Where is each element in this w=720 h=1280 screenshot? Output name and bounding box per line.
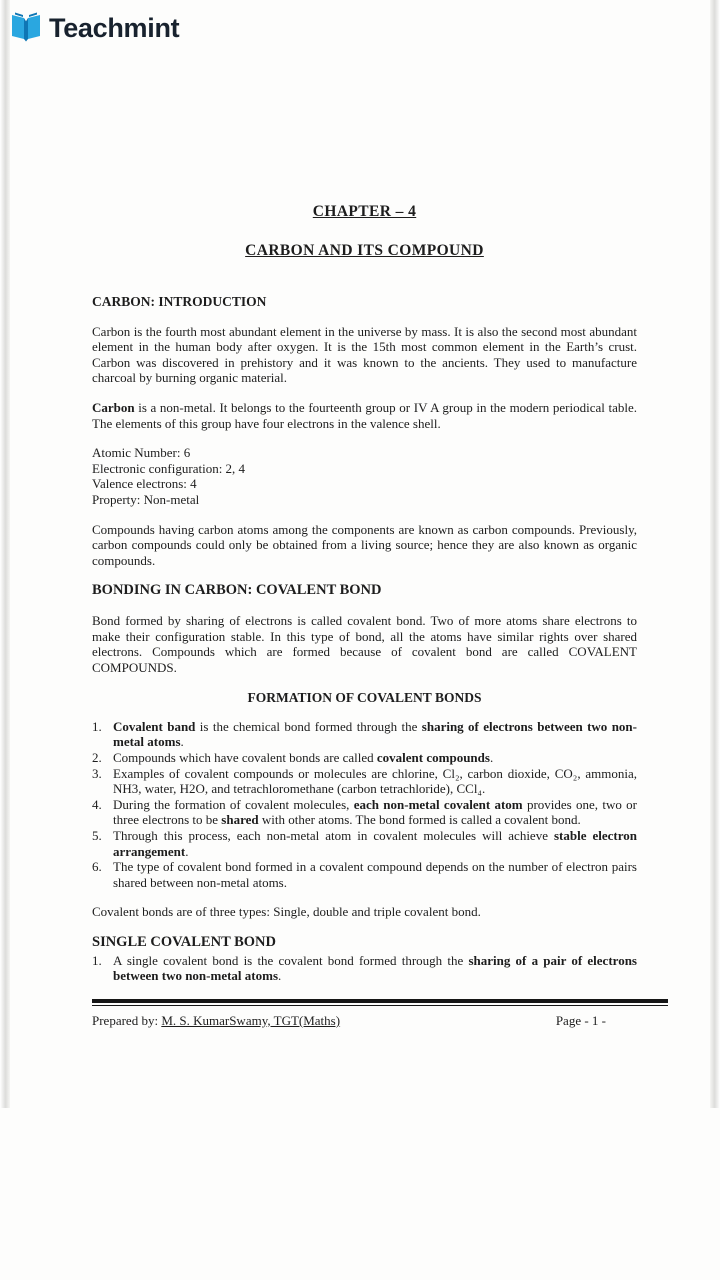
section-heading-carbon-introduction: CARBON: INTRODUCTION (92, 294, 267, 309)
carbon-properties-list (92, 445, 637, 507)
footer-prepared-label: Prepared by: (92, 1012, 162, 1028)
paragraph-carbon-compounds: Compounds having carbon atoms among the components are known as carbon compounds. Previously, carbon compounds could only be obtained from a living source; hence they are also known as organic compounds. (92, 521, 637, 568)
spec-valence-electrons: Valence electrons: 4 (92, 476, 197, 492)
app-header (10, 12, 179, 42)
footer-author-name: M. S. KumarSwamy, TGT(Maths) (161, 1012, 341, 1028)
single-covalent-list (92, 953, 637, 984)
teachmint-logo-icon (10, 12, 42, 42)
paragraph-carbon-intro: Carbon is the fourth most abundant element in the universe by mass. It is also the second most abundant element in the human body after oxygen. It is the 15th most common element in the Earth’s crust. Carbon was discovered in prehistory and it was known to the ancients. They used to manufacture charcoal by burning organic material. (92, 323, 637, 386)
chapter-subtitle: CARBON AND ITS COMPOUND (245, 242, 484, 259)
page-footer (92, 1013, 668, 1029)
list-item-text: The type of covalent bond formed in a covalent compound depends on the number of electron pairs shared between non-metal atoms. (113, 859, 637, 890)
spec-electronic-configuration: Electronic configuration: 2, 4 (92, 460, 246, 476)
footer-rule (92, 999, 668, 1006)
formation-numbered-list (92, 719, 637, 891)
list-item-number: 2. (92, 750, 102, 766)
page-edge-left (0, 0, 10, 1108)
spec-property: Property: Non-metal (92, 491, 200, 507)
paragraph-carbon-nonmetal: Carbon is a non-metal. It belongs to the fourteenth group or IV A group in the modern periodical table. The elements of this group have four electrons in the valence shell. (92, 399, 637, 431)
paragraph-covalent-bond: Bond formed by sharing of electrons is called covalent bond. Two of more atoms share electrons to make their configuration stable. In this type of bond, all the atoms have similar rights over shared electrons. Compounds which are formed because of covalent bond are called COVALENT COMPOUNDS. (92, 612, 637, 675)
list-item-number: 3. (92, 765, 102, 781)
brand-name: Teachmint (49, 12, 180, 43)
list-item (92, 797, 637, 828)
list-item-text: During the formation of covalent molecules, each non-metal covalent atom provides one, two or three electrons to be shared with other atoms. The bond formed is called a covalent bond. (113, 796, 638, 828)
list-item (92, 859, 637, 890)
footer-prepared-by (92, 1013, 340, 1029)
list-item (92, 953, 637, 984)
list-item (92, 750, 637, 766)
list-item-text: Through this process, each non-metal atom in covalent molecules will achieve stable electron arrangement. (113, 828, 637, 859)
list-item-number: 4. (92, 796, 102, 812)
list-item-number: 1. (92, 952, 102, 968)
list-item-text: A single covalent bond is the covalent bond formed through the sharing of a pair of electrons between two non-metal atoms. (113, 952, 637, 984)
section-heading-formation: FORMATION OF COVALENT BONDS (247, 690, 482, 706)
list-item-text: Covalent band is the chemical bond formed through the sharing of electrons between two non-metal atoms. (113, 718, 637, 750)
list-item (92, 828, 637, 859)
list-item-text: Examples of covalent compounds or molecules are chlorine, Cl₂, carbon dioxide, CO₂, ammonia, NH3, water, H2O, and tetrachloromethane (carbon tetrachloride), CCl₄. (113, 765, 637, 797)
list-item-number: 1. (92, 718, 102, 734)
list-item-number: 5. (92, 828, 102, 844)
list-item (92, 719, 637, 750)
list-item-number: 6. (92, 859, 102, 875)
list-item-text: Compounds which have covalent bonds are called covalent compounds. (113, 750, 494, 766)
section-heading-single-covalent: SINGLE COVALENT BOND (92, 934, 276, 950)
spec-atomic-number: Atomic Number: 6 (92, 445, 191, 461)
list-item (92, 766, 637, 797)
paragraph-bond-types: Covalent bonds are of three types: Single, double and triple covalent bond. (92, 904, 481, 920)
document-page (92, 203, 668, 1028)
section-heading-bonding: BONDING IN CARBON: COVALENT BOND (92, 582, 382, 599)
page-edge-right (710, 0, 720, 1108)
chapter-title: CHAPTER – 4 (312, 203, 417, 220)
footer-page-number: Page - 1 - (555, 1012, 606, 1028)
